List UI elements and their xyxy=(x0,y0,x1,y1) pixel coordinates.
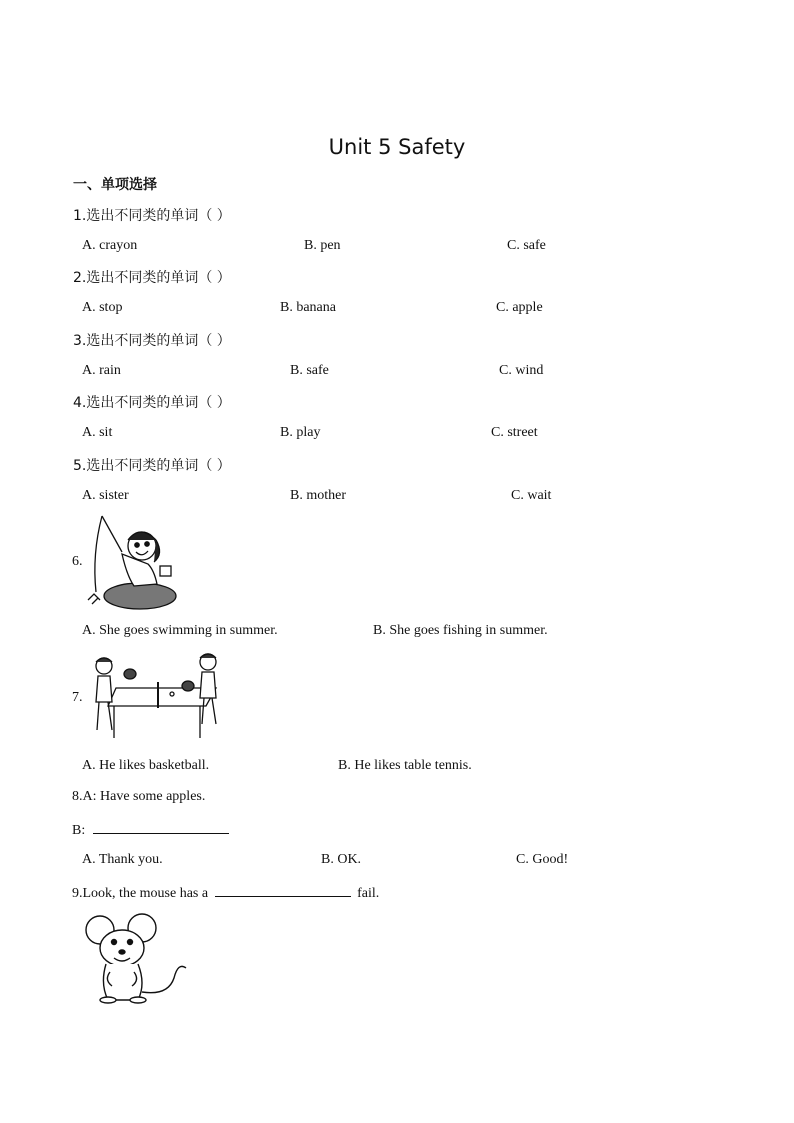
page-title: Unit 5 Safety xyxy=(328,135,466,159)
question-2-option-c: C. apple xyxy=(496,300,543,315)
question-6-option-b: B. She goes fishing in summer. xyxy=(373,623,548,638)
question-7-option-b: B. He likes table tennis. xyxy=(338,758,472,773)
question-9-text-before: 9.Look, the mouse has a xyxy=(72,886,209,901)
question-4-option-c: C. street xyxy=(491,425,538,440)
question-2-prompt: 2.选出不同类的单词（ ） xyxy=(73,270,231,286)
question-1-option-c: C. safe xyxy=(507,238,546,253)
question-2-option-a: A. stop xyxy=(82,300,123,315)
question-8-line-a: 8.A: Have some apples. xyxy=(72,789,206,804)
question-8-option-b: B. OK. xyxy=(321,852,362,867)
question-8-line-b xyxy=(72,820,229,839)
question-5-prompt: 5.选出不同类的单词（ ） xyxy=(73,458,231,474)
question-4-option-b: B. play xyxy=(280,425,321,440)
question-1-option-a: A. crayon xyxy=(82,238,138,253)
question-2-option-b: B. banana xyxy=(280,300,336,315)
question-5-option-b: B. mother xyxy=(290,488,346,503)
question-5-option-a: A. sister xyxy=(82,488,129,503)
question-1-prompt: 1.选出不同类的单词（ ） xyxy=(73,208,231,224)
question-3-option-a: A. rain xyxy=(82,363,121,378)
question-8-option-a: A. Thank you. xyxy=(82,852,163,867)
answer-blank xyxy=(215,883,351,897)
question-1-option-b: B. pen xyxy=(304,238,341,253)
question-3-option-c: C. wind xyxy=(499,363,544,378)
question-8-speaker-b: B: xyxy=(72,823,86,838)
question-3-prompt: 3.选出不同类的单词（ ） xyxy=(73,333,231,349)
question-8-option-c: C. Good! xyxy=(516,852,569,867)
question-9-text-after: fail. xyxy=(357,886,380,901)
question-4-option-a: A. sit xyxy=(82,425,113,440)
question-7-number: 7. xyxy=(72,690,83,705)
question-5-option-c: C. wait xyxy=(511,488,552,503)
question-3-option-b: B. safe xyxy=(290,363,329,378)
question-7-option-a: A. He likes basketball. xyxy=(82,758,210,773)
question-9-sentence xyxy=(72,883,379,902)
mouse-icon xyxy=(78,912,192,1006)
question-6-number: 6. xyxy=(72,554,83,569)
question-4-prompt: 4.选出不同类的单词（ ） xyxy=(73,395,231,411)
answer-blank xyxy=(93,820,229,834)
table-tennis-icon xyxy=(86,652,226,742)
girl-fishing-icon xyxy=(82,514,178,612)
question-6-option-a: A. She goes swimming in summer. xyxy=(82,623,278,638)
section-heading: 一、单项选择 xyxy=(73,177,157,193)
